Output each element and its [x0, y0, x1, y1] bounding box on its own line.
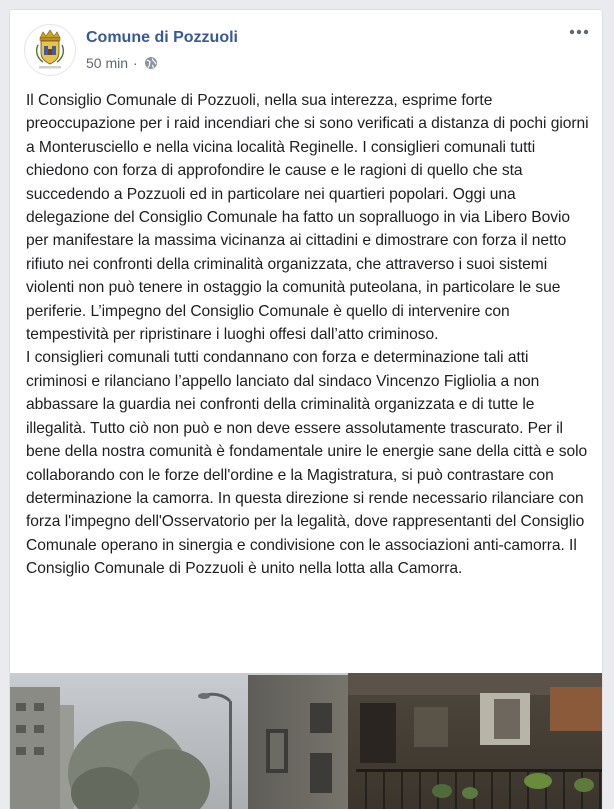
more-options-icon[interactable]: [568, 24, 590, 40]
page-avatar[interactable]: [24, 24, 76, 76]
facebook-post: [9, 9, 603, 809]
post-header: [10, 10, 602, 86]
meta-separator: ·: [133, 55, 138, 71]
post-paragraph: Il Consiglio Comunale di Pozzuoli, nella sua interezza, esprime forte preoccupazione per i raid incendiari che si sono verificati a distanza di pochi giorni a Monterusciello e nella vicina località Reginelle. I consiglieri comunali tutti chiedono con forza di approfondire le cause e le ragioni di quello che sta succedendo a Pozzuoli ed in particolare nei quartieri popolari. Oggi una delegazione del Consiglio Comunale ha fatto un sopralluogo in via Libero Bovio per manifestare la massima vicinanza ai cittadini e dimostrare con forza il netto rifiuto nei confronti della criminalità organizzata, che attraverso i suoi sistemi violenti non può tenere in ostaggio la comunità puteolana, in particolare le sue periferie. L’impegno del Consiglio Comunale è quello di intervenire con tempestività per ripristinare i luoghi offesi dall’atto criminoso.: [26, 92, 589, 344]
page-name-link[interactable]: Comune di Pozzuoli: [86, 29, 238, 46]
globe-icon[interactable]: [144, 56, 158, 70]
post-paragraph: I consiglieri comunali tutti condannano con forza e determinazione tali atti criminosi e rilanciano l’appello lanciato dal sindaco Vincenzo Figliolia a non abbassare la guardia nei confronti della criminalità organizzata e di tutte le illegalità. Tutto ciò non può e non deve essere assolutamente trascurato. Per il bene della nostra comunità è fondamentale unire le energie sane della città e solo collaborando con le forze dell'ordine e la Magistratura, si può contrastare con determinazione la camorra. In questa direzione si rende necessario rilanciare con forza l'impegno dell'Osservatorio per la legalità, dove rappresentanti del Consiglio Comunale operano in sinergia e condivisione con le associazioni anti-camorra. Il Consiglio Comunale di Pozzuoli è unito nella lotta alla Camorra.: [26, 349, 588, 578]
coat-of-arms-icon: [25, 25, 75, 75]
post-photo[interactable]: [10, 673, 603, 809]
post-timestamp[interactable]: 50 min: [86, 55, 129, 71]
post-text: [26, 89, 591, 581]
post-meta: [86, 54, 158, 72]
